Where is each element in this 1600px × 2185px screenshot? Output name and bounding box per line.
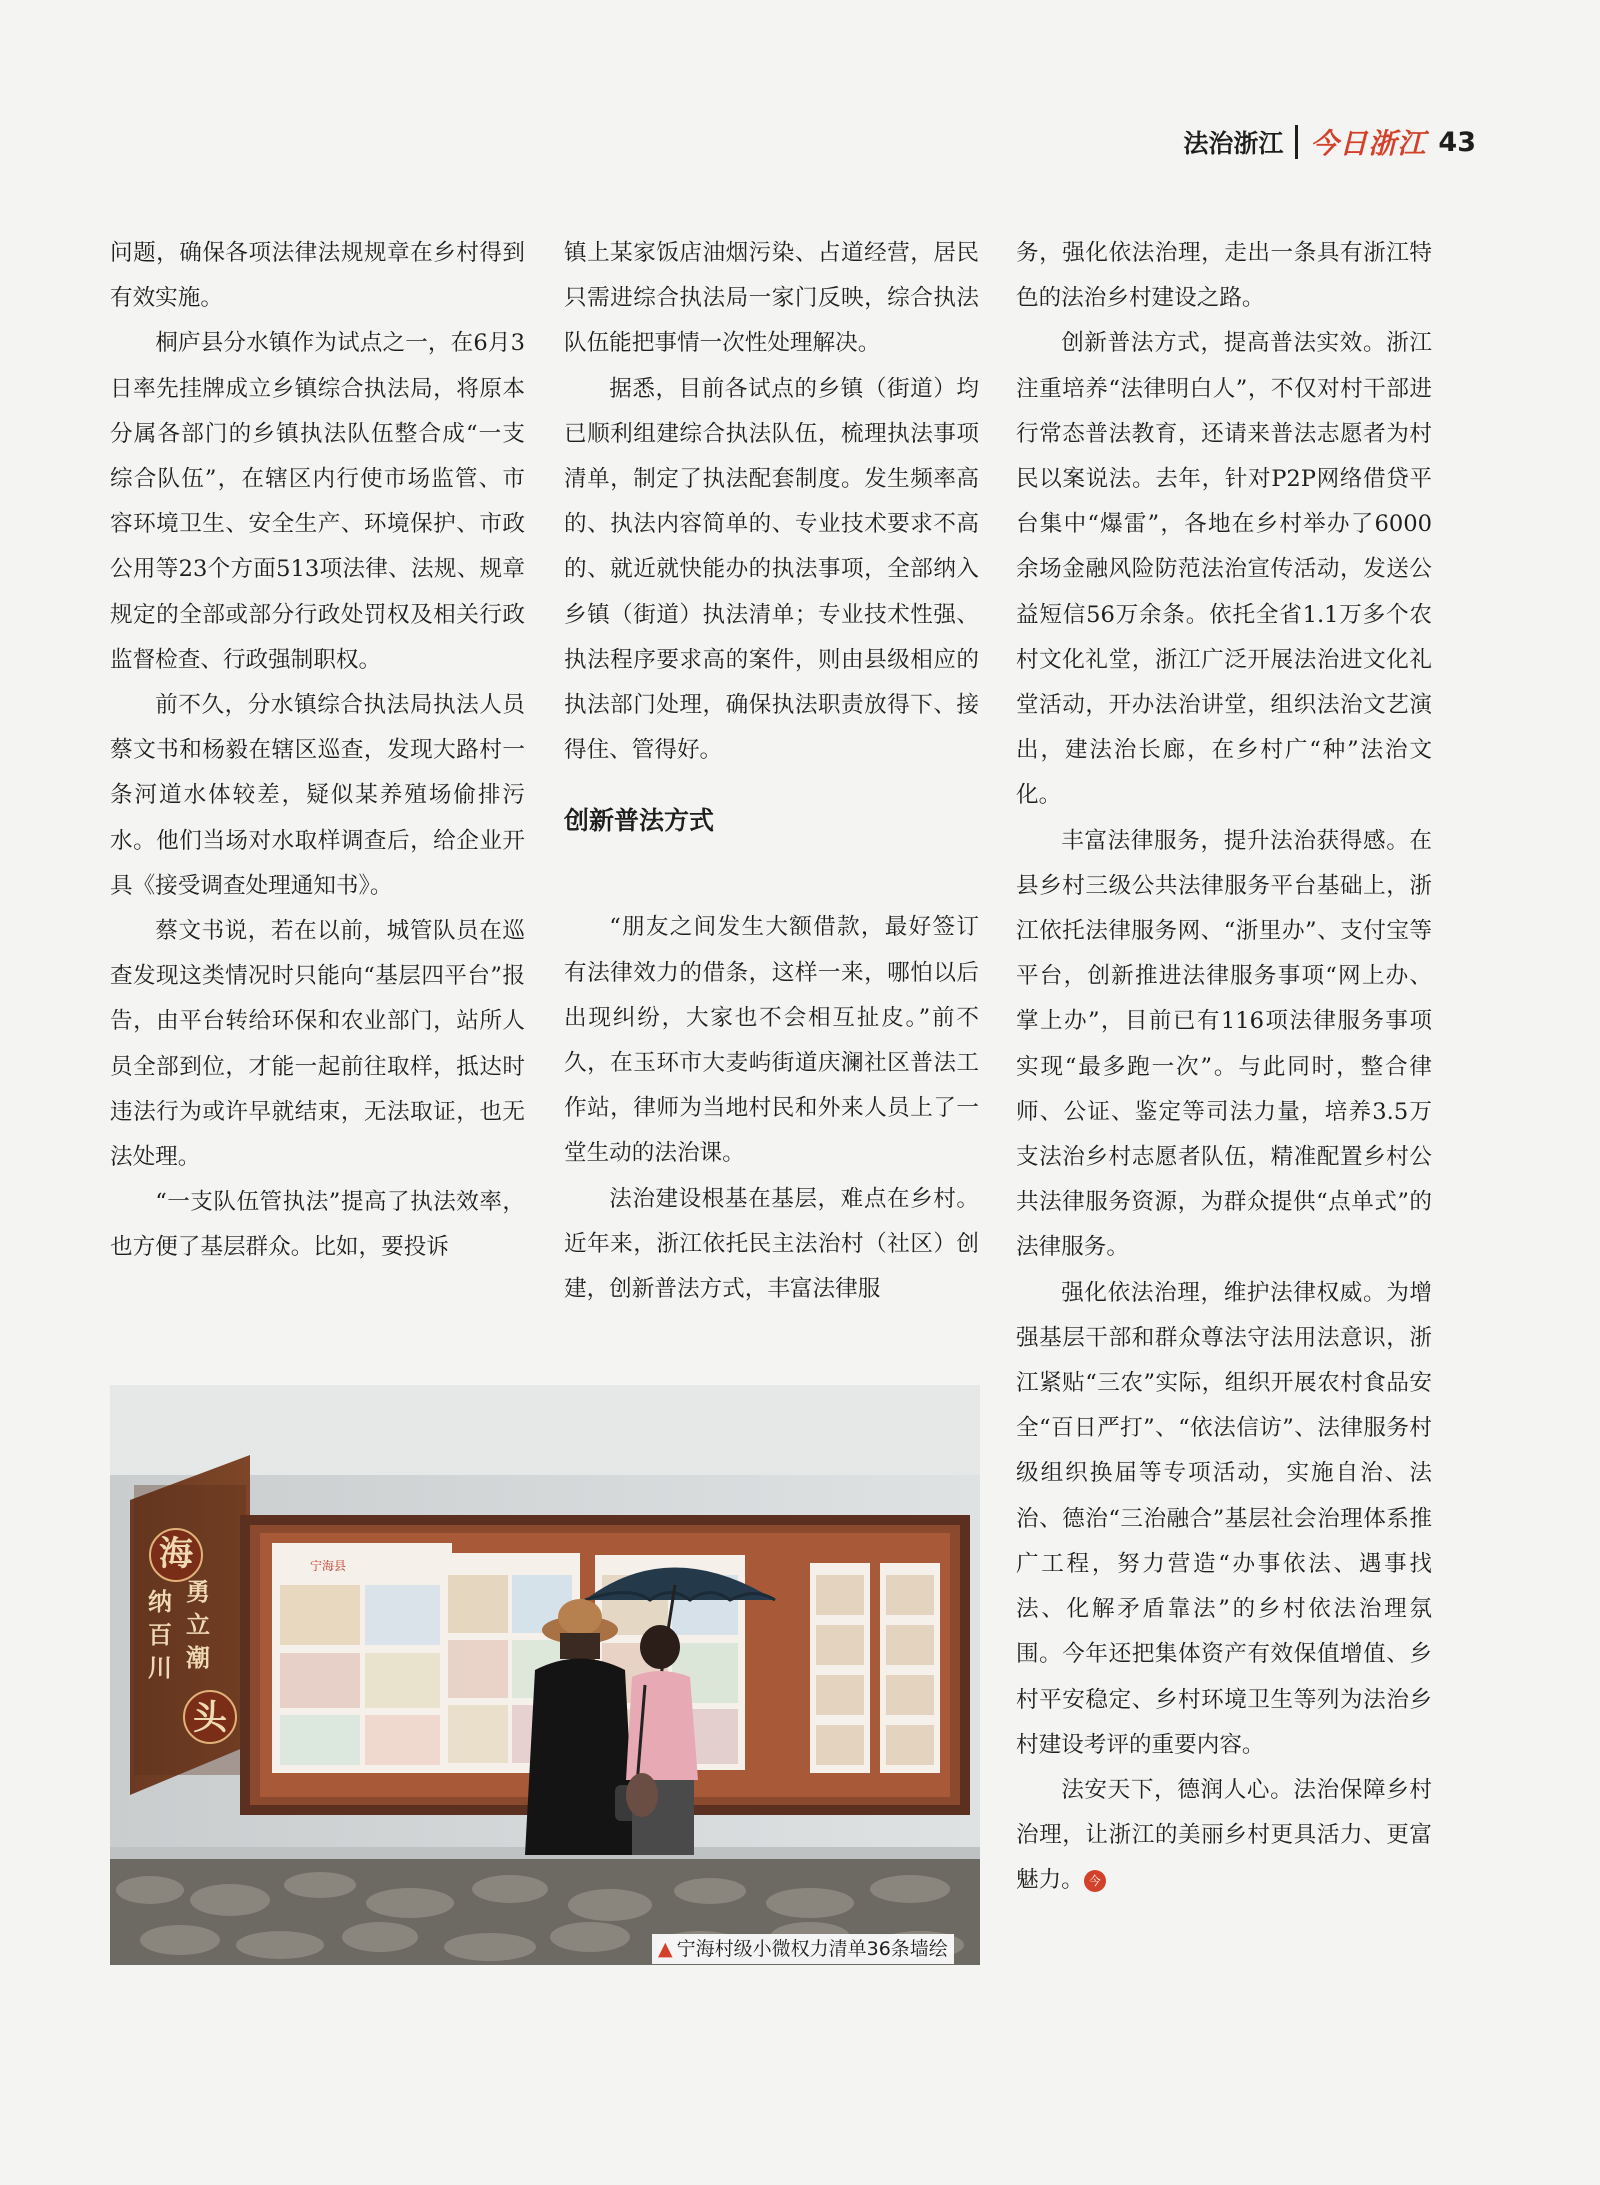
- mural-photo-illustration: [110, 1385, 980, 1965]
- text-column-3: [1016, 231, 1432, 1904]
- text-column-1: [110, 231, 525, 1271]
- paragraph: 问题，确保各项法律法规规章在乡村得到有效实施。: [110, 240, 525, 312]
- sign-character: 立: [186, 1610, 210, 1639]
- paragraph: “一支队伍管执法”提高了执法效率，也方便了基层群众。比如，要投诉: [110, 1189, 525, 1261]
- paragraph: 镇上某家饭店油烟污染、占道经营，居民只需进综合执法局一家门反映，综合执法队伍能把事情一次性处理解决。: [564, 240, 979, 357]
- col2-paragraphs-after-heading: [564, 905, 979, 1312]
- sign-character: 川: [148, 1653, 172, 1682]
- poster-title: 宁海县: [310, 1559, 347, 1573]
- header-divider: [1295, 125, 1298, 159]
- photo-caption: [652, 1934, 954, 1964]
- caption-text: 宁海村级小微权力清单36条墙绘: [676, 1938, 948, 1960]
- sign-character: 勇: [186, 1577, 210, 1606]
- sign-character: 头: [193, 1698, 227, 1738]
- paragraph: “朋友之间发生大额借款，最好签订有法律效力的借条，这样一来，哪怕以后出现纠纷，大家也不会相互扯皮。”前不久，在玉环市大麦屿街道庆澜社区普法工作站，律师为当地村民和外来人员上了一堂生动的法治课。: [564, 914, 979, 1167]
- paragraph: 据悉，目前各试点的乡镇（街道）均已顺利组建综合执法队伍，梳理执法事项清单，制定了执法配套制度。发生频率高的、执法内容简单的、专业技术要求不高的、就近就快能办的执法事项，全部纳入乡镇（街道）执法清单；专业技术性强、执法程序要求高的案件，则由县级相应的执法部门处理，确保执法职责放得下、接得住、管得好。: [564, 375, 979, 764]
- paragraph: 强化依法治理，维护法律权威。为增强基层干部和群众尊法守法用法意识，浙江紧贴“三农”实际，组织开展农村食品安全“百日严打”、“依法信访”、法律服务村级组织换届等专项活动，实施自治、法治、德治“三治融合”基层社会治理体系推广工程，努力营造“办事依法、遇事找法、化解矛盾靠法”的乡村依法治理氛围。今年还把集体资产有效保值增值、乡村平安稳定、乡村环境卫生等列为法治乡村建设考评的重要内容。: [1016, 1279, 1432, 1758]
- col2-paragraphs: [564, 231, 979, 773]
- paragraph: 前不久，分水镇综合执法局执法人员蔡文书和杨毅在辖区巡查，发现大路村一条河道水体较差，疑似某养殖场偷排污水。他们当场对水取样调查后，给企业开具《接受调查处理通知书》。: [110, 692, 525, 899]
- caption-triangle-icon: ▲: [658, 1938, 673, 1960]
- paragraph: 务，强化依法治理，走出一条具有浙江特色的法治乡村建设之路。: [1016, 240, 1432, 312]
- end-mark-icon: 今: [1084, 1870, 1106, 1892]
- paragraph: 创新普法方式，提高普法实效。浙江注重培养“法律明白人”，不仅对村干部进行常态普法教育，还请来普法志愿者为村民以案说法。去年，针对P2P网络借贷平台集中“爆雷”，各地在乡村举办了6000余场金融风险防范法治宣传活动，发送公益短信56万余条。依托全省1.1万多个农村文化礼堂，浙江广泛开展法治进文化礼堂活动，开办法治讲堂，组织法治文艺演出，建法治长廊，在乡村广“种”法治文化。: [1016, 330, 1432, 809]
- page-header: [1183, 120, 1476, 164]
- paragraph: 法安天下，德润人心。法治保障乡村治理，让浙江的美丽乡村更具活力、更富魅力。 今: [1016, 1776, 1432, 1894]
- text-column-2: [564, 231, 979, 1312]
- section-heading: 创新普法方式: [564, 806, 715, 836]
- mural-photo: [110, 1385, 980, 1965]
- magazine-logo: 今日浙江: [1310, 127, 1427, 160]
- paragraph: 丰富法律服务，提升法治获得感。在县乡村三级公共法律服务平台基础上，浙江依托法律服务网、“浙里办”、支付宝等平台，创新推进法律服务事项“网上办、掌上办”，目前已有116项法律服务事项实现“最多跑一次”。与此同时，整合律师、公证、鉴定等司法力量，培养3.5万支法治乡村志愿者队伍，精准配置乡村公共法律服务资源，为群众提供“点单式”的法律服务。: [1016, 827, 1432, 1261]
- sign-character: 纳: [148, 1587, 172, 1616]
- sign-character: 海: [159, 1534, 193, 1574]
- sign-character: 潮: [186, 1643, 210, 1672]
- paragraph: 法治建设根基在基层，难点在乡村。近年来，浙江依托民主法治村（社区）创建，创新普法方式，丰富法律服: [564, 1185, 979, 1303]
- page-number: 43: [1438, 126, 1476, 158]
- section-title: 法治浙江: [1183, 129, 1284, 158]
- paragraph: 蔡文书说，若在以前，城管队员在巡查发现这类情况时只能向“基层四平台”报告，由平台转给环保和农业部门，站所人员全部到位，才能一起前往取样，抵达时违法行为或许早就结束，无法取证，也无法处理。: [110, 918, 525, 1171]
- sign-character: 百: [148, 1620, 172, 1649]
- paragraph: 桐庐县分水镇作为试点之一，在6月3日率先挂牌成立乡镇综合执法局，将原本分属各部门的乡镇执法队伍整合成“一支综合队伍”，在辖区内行使市场监管、市容环境卫生、安全生产、环境保护、市政公用等23个方面513项法律、法规、规章规定的全部或部分行政处罚权及相关行政监督检查、行政强制职权。: [110, 330, 525, 673]
